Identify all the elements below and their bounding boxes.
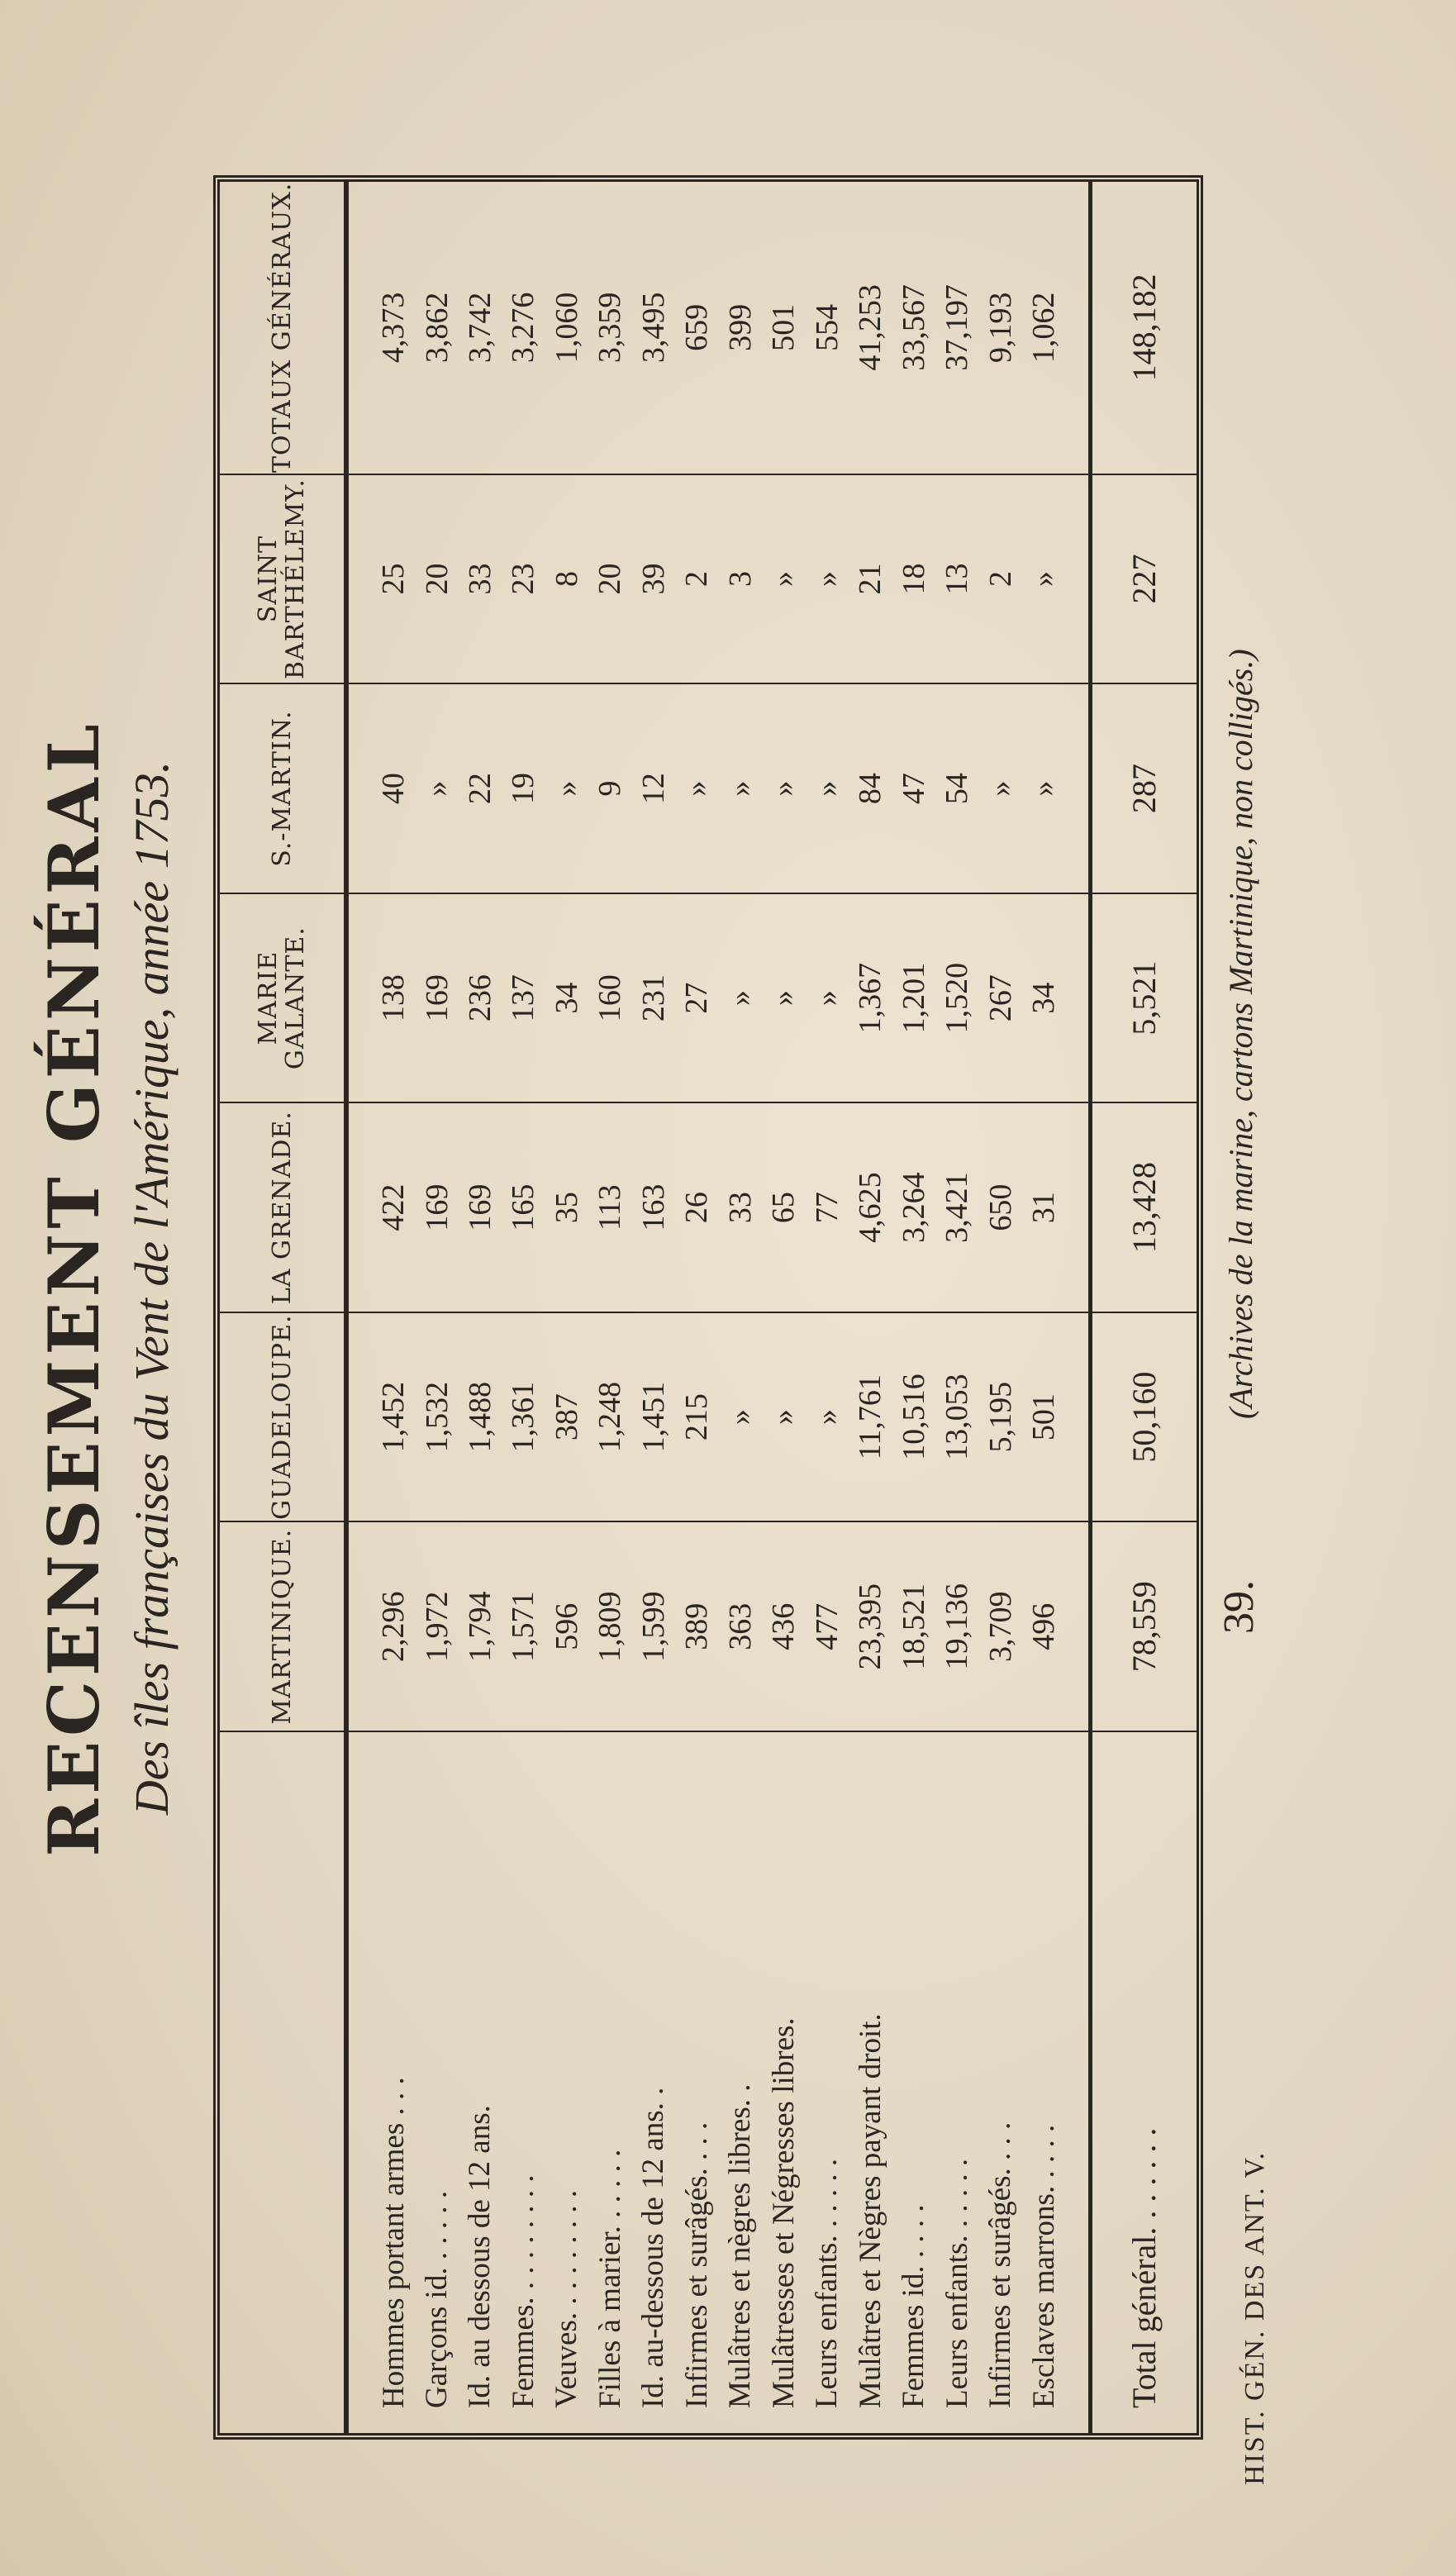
table-cell: 1,532 <box>415 1312 458 1522</box>
table-cell: 477 <box>805 1521 848 1731</box>
table-cell: 363 <box>719 1521 762 1731</box>
table-cell: 501 <box>762 182 805 474</box>
table-cell: 1,794 <box>459 1521 502 1731</box>
table-cell: » <box>1022 683 1065 893</box>
table-cell: » <box>805 893 848 1103</box>
table-cell: 78,559 <box>1091 1521 1197 1731</box>
row-label: Mulâtresses et Négresses libres. <box>766 2017 801 2408</box>
table-cell: » <box>762 893 805 1103</box>
table-cell: 3,742 <box>459 182 502 474</box>
table-cell: » <box>805 683 848 893</box>
table-cell: 650 <box>978 1102 1021 1312</box>
table-cell: 9,193 <box>978 182 1021 474</box>
table-cell: 20 <box>588 474 631 684</box>
table-cell: 3,359 <box>588 182 631 474</box>
census-table <box>220 182 1197 2433</box>
table-cell: 2 <box>675 474 718 684</box>
table-cell: 18 <box>892 474 935 684</box>
table-row <box>415 182 458 2433</box>
table-cell: 267 <box>978 893 1021 1103</box>
table-cell: 26 <box>675 1102 718 1312</box>
table-cell: 399 <box>719 182 762 474</box>
header-row <box>220 182 346 2433</box>
table-row <box>502 182 545 2433</box>
table-cell: 236 <box>459 893 502 1103</box>
table-cell: 3,709 <box>978 1521 1021 1731</box>
header-label <box>220 1731 346 2433</box>
table-cell: 227 <box>1091 474 1197 684</box>
table-cell: 231 <box>632 893 675 1103</box>
table-cell: 33 <box>719 1102 762 1312</box>
table-row <box>762 182 805 2433</box>
table-row <box>719 182 762 2433</box>
row-label: Total général. . . . . . . <box>1091 1731 1197 2433</box>
page-title: RECENSEMENT GÉNÉRAL <box>33 719 115 1857</box>
table-cell: 11,761 <box>849 1312 892 1522</box>
table-cell: 47 <box>892 683 935 893</box>
table-cell: » <box>805 1312 848 1522</box>
header-martinique: MARTINIQUE. <box>220 1521 346 1731</box>
census-body <box>346 182 1197 2433</box>
row-label: Mulâtres et Nègres payant droit. <box>853 2013 887 2408</box>
table-cell: 596 <box>545 1521 588 1731</box>
header-marie-galante: MARIE GALANTE. <box>220 893 346 1103</box>
table-cell: 84 <box>849 683 892 893</box>
table-cell: 2 <box>978 474 1021 684</box>
table-cell: 3,421 <box>935 1102 978 1312</box>
table-cell: 169 <box>415 1102 458 1312</box>
table-row <box>892 182 935 2433</box>
table-cell: 41,253 <box>849 182 892 474</box>
table-cell: 5,195 <box>978 1312 1021 1522</box>
table-cell: 19,136 <box>935 1521 978 1731</box>
table-cell: 1,972 <box>415 1521 458 1731</box>
table-row <box>1022 182 1065 2433</box>
row-label: Veuves. . . . . . . . . <box>550 2189 584 2408</box>
table-cell: » <box>762 683 805 893</box>
table-row <box>545 182 588 2433</box>
table-cell: 554 <box>805 182 848 474</box>
table-cell: 20 <box>415 474 458 684</box>
table-cell: 169 <box>459 1102 502 1312</box>
table-cell: » <box>719 1312 762 1522</box>
row-label: Id. au dessous de 12 ans. <box>463 2105 497 2408</box>
table-cell: 148,182 <box>1091 182 1197 474</box>
table-cell: 287 <box>1091 683 1197 893</box>
row-label: Femmes id. . . . . <box>897 2204 931 2408</box>
table-cell: 1,452 <box>372 1312 415 1522</box>
spacer-row <box>346 182 372 2433</box>
table-cell: 4,373 <box>372 182 415 474</box>
header-saint-martin: S.-MARTIN. <box>220 683 346 893</box>
table-cell: 1,809 <box>588 1521 631 1731</box>
table-cell: 215 <box>675 1312 718 1522</box>
table-cell: 1,060 <box>545 182 588 474</box>
table-cell: 8 <box>545 474 588 684</box>
table-cell: 4,625 <box>849 1102 892 1312</box>
table-cell: 1,451 <box>632 1312 675 1522</box>
table-cell: 12 <box>632 683 675 893</box>
table-cell: 3 <box>719 474 762 684</box>
table-cell: 1,248 <box>588 1312 631 1522</box>
table-cell: 65 <box>762 1102 805 1312</box>
table-cell: 37,197 <box>935 182 978 474</box>
table-cell: 389 <box>675 1521 718 1731</box>
table-cell: » <box>978 683 1021 893</box>
table-cell: 50,160 <box>1091 1312 1197 1522</box>
table-cell: 21 <box>849 474 892 684</box>
table-cell: » <box>545 683 588 893</box>
table-cell: » <box>805 474 848 684</box>
table-cell: 35 <box>545 1102 588 1312</box>
table-cell: » <box>1022 474 1065 684</box>
table-cell: 34 <box>545 893 588 1103</box>
table-cell: 1,361 <box>502 1312 545 1522</box>
table-cell: 19 <box>502 683 545 893</box>
table-cell: » <box>719 893 762 1103</box>
table-cell: 137 <box>502 893 545 1103</box>
table-cell: 23 <box>502 474 545 684</box>
table-cell: 659 <box>675 182 718 474</box>
page-subtitle: Des îles françaises du Vent de l'Amérique, année 1753. <box>125 760 178 1816</box>
table-cell: 1,062 <box>1022 182 1065 474</box>
table-cell: 169 <box>415 893 458 1103</box>
row-label: Leurs enfants. . . . . . <box>940 2158 974 2408</box>
table-cell: 13,428 <box>1091 1102 1197 1312</box>
table-cell: 3,862 <box>415 182 458 474</box>
table-row <box>459 182 502 2433</box>
table-cell: 1,367 <box>849 893 892 1103</box>
table-cell: 9 <box>588 683 631 893</box>
table-cell: 496 <box>1022 1521 1065 1731</box>
table-cell: 34 <box>1022 893 1065 1103</box>
table-cell: 2,296 <box>372 1521 415 1731</box>
table-cell: 13,053 <box>935 1312 978 1522</box>
row-label: Esclaves marrons. . . . . <box>1026 2124 1061 2408</box>
table-cell: 22 <box>459 683 502 893</box>
table-cell: 1,571 <box>502 1521 545 1731</box>
table-cell: 10,516 <box>892 1312 935 1522</box>
table-cell: 113 <box>588 1102 631 1312</box>
total-row <box>1091 182 1197 2433</box>
source-note: (Archives de la marine, cartons Martinique, non colligés.) <box>1222 649 1259 1419</box>
table-cell: » <box>675 683 718 893</box>
table-cell: 31 <box>1022 1102 1065 1312</box>
table-row <box>849 182 892 2433</box>
table-row <box>588 182 631 2433</box>
table-cell: 422 <box>372 1102 415 1312</box>
table-cell: 77 <box>805 1102 848 1312</box>
row-label: Leurs enfants. . . . . . <box>810 2158 845 2408</box>
row-label: Hommes portant armes . . . <box>376 2077 411 2408</box>
table-cell: 160 <box>588 893 631 1103</box>
table-cell: 163 <box>632 1102 675 1312</box>
table-cell: 5,521 <box>1091 893 1197 1103</box>
table-cell: » <box>415 683 458 893</box>
running-footer: HIST. GÉN. DES ANT. V. <box>1240 2150 1270 2485</box>
table-cell: 18,521 <box>892 1521 935 1731</box>
row-label: Infirmes et surâgés. . . . <box>983 2121 1018 2408</box>
table-cell: 3,264 <box>892 1102 935 1312</box>
table-cell: 27 <box>675 893 718 1103</box>
spacer-row <box>1065 182 1090 2433</box>
table-row <box>935 182 978 2433</box>
row-label: Garçons id. . . . . . <box>420 2190 454 2408</box>
table-row <box>675 182 718 2433</box>
table-row <box>632 182 675 2433</box>
table-row <box>805 182 848 2433</box>
table-cell: 40 <box>372 683 415 893</box>
table-cell: 54 <box>935 683 978 893</box>
table-cell: 39 <box>632 474 675 684</box>
table-cell: 23,395 <box>849 1521 892 1731</box>
census-table-frame <box>213 175 1203 2440</box>
row-label: Id. au-dessous de 12 ans. . <box>636 2087 671 2408</box>
header-totaux: TOTAUX GÉNÉRAUX. <box>220 182 346 474</box>
table-cell: 138 <box>372 893 415 1103</box>
header-guadeloupe: GUADELOUPE. <box>220 1312 346 1522</box>
table-cell: 1,520 <box>935 893 978 1103</box>
page-number: 39. <box>1216 1580 1263 1634</box>
table-cell: 3,495 <box>632 182 675 474</box>
table-row <box>978 182 1021 2433</box>
table-cell: 3,276 <box>502 182 545 474</box>
header-la-grenade: LA GRENADE. <box>220 1102 346 1312</box>
table-cell: » <box>762 474 805 684</box>
table-cell: 387 <box>545 1312 588 1522</box>
table-cell: 165 <box>502 1102 545 1312</box>
header-saint-barthelemy: SAINT BARTHÉLEMY. <box>220 474 346 684</box>
table-row <box>372 182 415 2433</box>
table-cell: 25 <box>372 474 415 684</box>
row-label: Infirmes et surâgés. . . . <box>679 2121 714 2408</box>
row-label: Femmes. . . . . . . . . <box>506 2174 540 2408</box>
table-cell: 501 <box>1022 1312 1065 1522</box>
table-cell: 33,567 <box>892 182 935 474</box>
table-cell: 33 <box>459 474 502 684</box>
table-cell: 436 <box>762 1521 805 1731</box>
row-label: Mulâtres et nègres libres. . <box>723 2083 758 2408</box>
row-label: Filles à marier. . . . . . <box>592 2149 627 2408</box>
table-cell: 13 <box>935 474 978 684</box>
table-cell: 1,201 <box>892 893 935 1103</box>
table-cell: 1,599 <box>632 1521 675 1731</box>
table-cell: 1,488 <box>459 1312 502 1522</box>
table-cell: » <box>762 1312 805 1522</box>
table-cell: » <box>719 683 762 893</box>
